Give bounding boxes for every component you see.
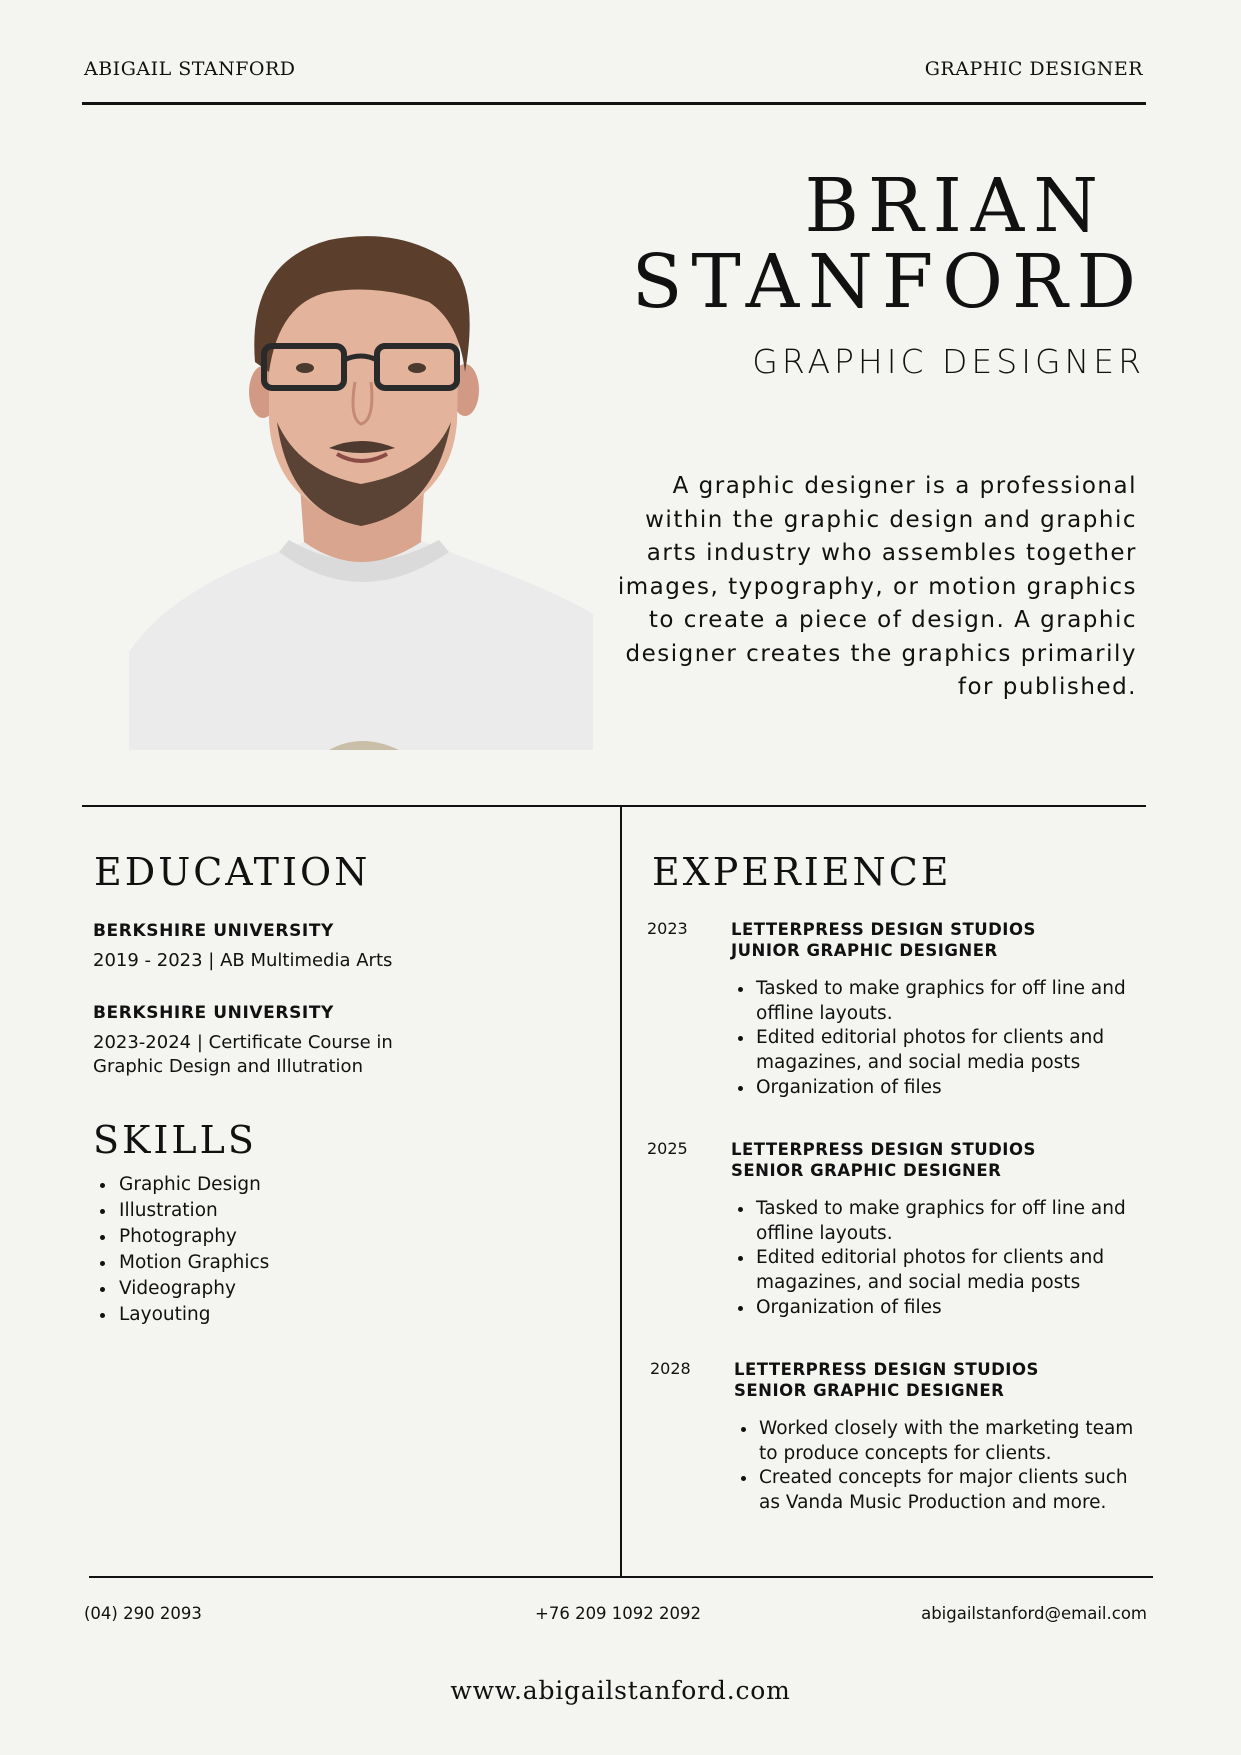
experience-company: LETTERPRESS DESIGN STUDIOS xyxy=(731,920,1036,939)
experience-company: LETTERPRESS DESIGN STUDIOS xyxy=(734,1360,1039,1379)
top-divider xyxy=(82,102,1146,105)
experience-company: LETTERPRESS DESIGN STUDIOS xyxy=(731,1140,1036,1159)
footer-phone-primary[interactable]: (04) 290 2093 xyxy=(84,1604,202,1623)
candidate-name-last: STANFORD xyxy=(631,239,1145,325)
experience-position: SENIOR GRAPHIC DESIGNER xyxy=(734,1381,1005,1400)
experience-bullet: • Worked closely with the marketing team to produce concepts for clients. xyxy=(758,1417,1150,1466)
column-divider xyxy=(620,806,622,1578)
experience-year: 2023 xyxy=(647,919,688,938)
experience-bullets xyxy=(731,977,1147,1101)
footer-phone-secondary[interactable]: +76 209 1092 2092 xyxy=(535,1604,702,1623)
education-school: BERKSHIRE UNIVERSITY xyxy=(93,921,334,941)
header-left-name: ABIGAIL STANFORD xyxy=(84,58,296,80)
skill-item: • Photography xyxy=(117,1224,269,1250)
candidate-role: GRAPHIC DESIGNER xyxy=(752,342,1145,381)
education-detail: 2019 - 2023 | AB Multimedia Arts xyxy=(93,950,393,971)
experience-position: SENIOR GRAPHIC DESIGNER xyxy=(731,1161,1002,1180)
education-school: BERKSHIRE UNIVERSITY xyxy=(93,1003,334,1023)
experience-heading: EXPERIENCE xyxy=(652,850,952,894)
experience-year: 2025 xyxy=(647,1139,688,1158)
experience-bullet: • Created concepts for major clients such as Vanda Music Production and more. xyxy=(758,1466,1150,1515)
experience-bullets xyxy=(731,1197,1147,1321)
footer-divider xyxy=(89,1576,1153,1578)
skill-item: • Videography xyxy=(117,1276,269,1302)
section-divider xyxy=(82,805,1146,807)
skills-list xyxy=(93,1172,269,1328)
candidate-bio: A graphic designer is a professional within the graphic design and graphic arts industry who assembles together images, typography, or motion graphics to create a piece of design. A graphic designer creates the graphics primarily for published. xyxy=(617,473,1137,700)
candidate-name xyxy=(631,163,1145,325)
experience-bullet: • Tasked to make graphics for off line and offline layouts. xyxy=(755,1197,1147,1246)
skill-item: • Graphic Design xyxy=(117,1172,269,1198)
profile-photo xyxy=(129,222,593,750)
experience-year: 2028 xyxy=(650,1359,691,1378)
candidate-name-first: BRIAN xyxy=(804,163,1107,249)
footer-website-link[interactable]: www.abigailstanford.com xyxy=(450,1676,791,1705)
experience-bullets xyxy=(734,1417,1150,1516)
experience-bullet: • Edited editorial photos for clients and magazines, and social media posts xyxy=(755,1026,1147,1075)
skill-item: • Layouting xyxy=(117,1302,269,1328)
experience-bullet: • Tasked to make graphics for off line and offline layouts. xyxy=(755,977,1147,1026)
experience-bullet: • Organization of files xyxy=(755,1296,1147,1321)
education-detail: 2023-2024 | Certificate Course in Graphic Design and Illutration xyxy=(93,1032,393,1077)
skill-item: • Illustration xyxy=(117,1198,269,1224)
experience-bullet: • Edited editorial photos for clients and magazines, and social media posts xyxy=(755,1246,1147,1295)
experience-position: JUNIOR GRAPHIC DESIGNER xyxy=(731,941,998,960)
footer-email-link[interactable]: abigailstanford@email.com xyxy=(921,1604,1147,1623)
experience-bullet: • Organization of files xyxy=(755,1076,1147,1101)
skill-item: • Motion Graphics xyxy=(117,1250,269,1276)
education-entry xyxy=(93,921,513,973)
skills-heading: SKILLS xyxy=(93,1118,257,1162)
education-heading: EDUCATION xyxy=(94,850,371,894)
education-entry xyxy=(93,1003,423,1079)
header-right-role: GRAPHIC DESIGNER xyxy=(924,58,1143,80)
